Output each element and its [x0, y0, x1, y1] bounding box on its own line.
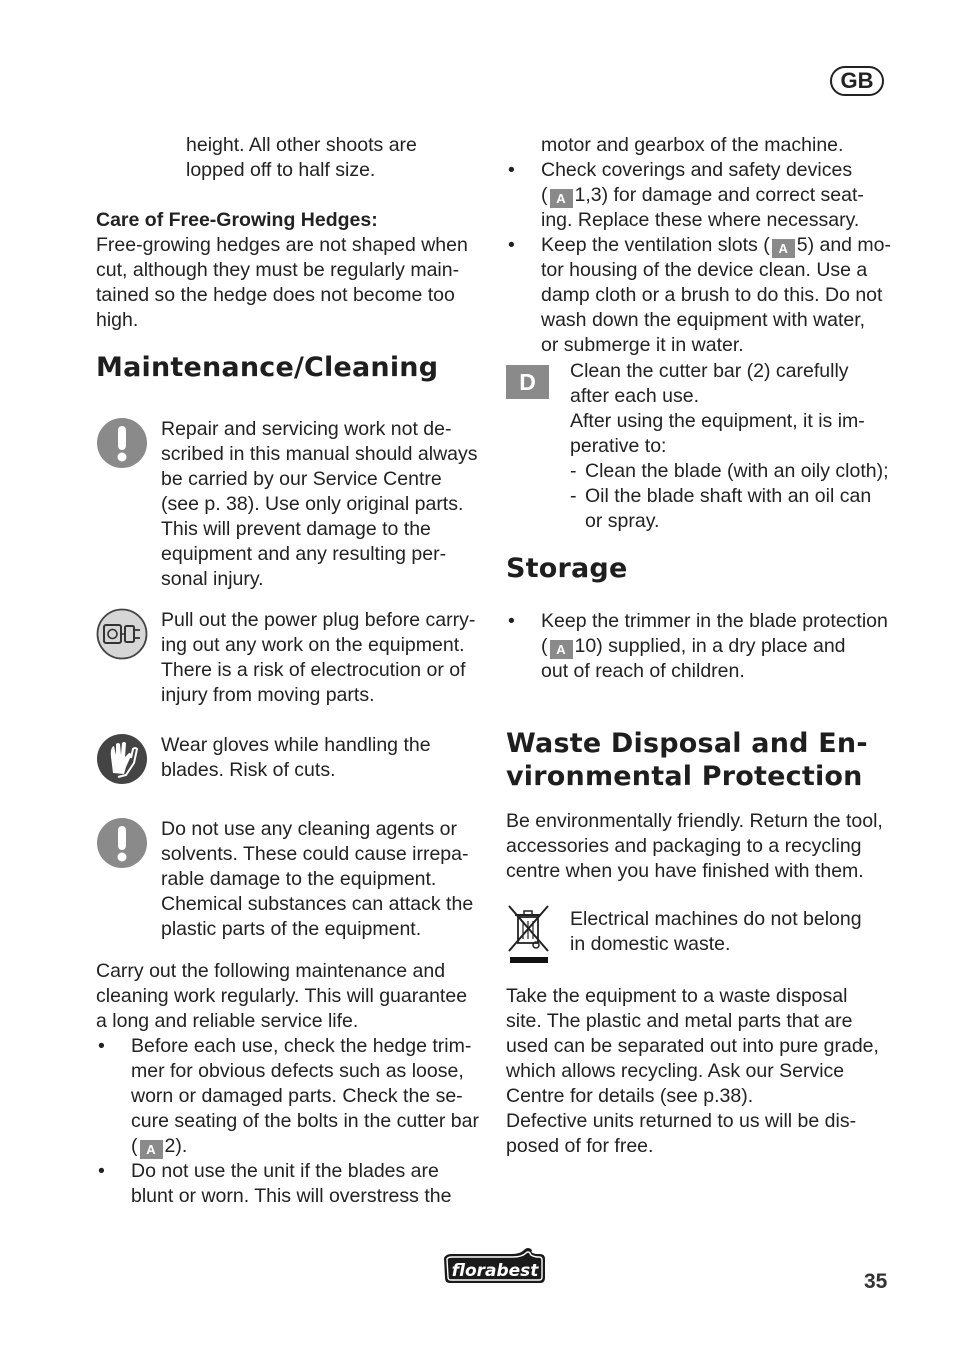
- figure-d-reference: D: [506, 365, 549, 399]
- maintenance-continued: [506, 133, 892, 358]
- list-item: • Do not use the unit if the blades are blunt or worn. This will overstress the: [98, 1160, 452, 1207]
- weee-notice: [506, 901, 892, 967]
- cutter-bar-text: Clean the cutter bar (2) carefully after each use. After using the equipment, it is im- perative to: - Clean the blade (with an oily cloth); - Oil the blade shaft with an oil can or spray.: [570, 360, 889, 532]
- disposal-instructions: Take the equipment to a waste disposal site. The plastic and metal parts that are used can be separated out into pure grade, which allows recycling. Ask our Service Centre for details (see p.38). Defective units returned to us will be dis- posed of for free.: [506, 985, 879, 1157]
- page-number: 35: [864, 1270, 888, 1293]
- list-item: • Keep the ventilation slots ( A 5) and mo- tor housing of the device clean. Use a damp cloth or a brush to do this. Do not wash down the equipment with water, or submerge it in water.: [508, 234, 892, 356]
- figure-a-reference: A: [772, 239, 795, 258]
- power-plug-text: Pull out the power plug before carry- ing out any work on the equipment. There is a risk of electrocution or of injury from moving parts.: [161, 609, 476, 706]
- regular-maintenance-intro: Carry out the following maintenance and cleaning work regularly. This will guarantee a long and reliable service life.: [96, 960, 468, 1032]
- regular-maintenance: [96, 959, 482, 1209]
- continued-text: motor and gearbox of the machine.: [541, 134, 844, 156]
- gloves-icon: [96, 733, 148, 785]
- language-badge: GB: [830, 66, 884, 96]
- free-growing-text: Free-growing hedges are not shaped when cut, although they must be regularly main- tained so the hedge does not become too high.: [96, 234, 468, 331]
- maintenance-bullet-list-continued: [506, 158, 892, 358]
- list-item: - Oil the blade shaft with an oil can or spray.: [570, 485, 872, 532]
- weee-notice-text: Electrical machines do not belong in domestic waste.: [570, 908, 862, 955]
- figure-a-reference: A: [550, 189, 573, 208]
- storage-bullet-list: [506, 609, 892, 684]
- storage-heading: Storage: [506, 553, 628, 584]
- figure-a-reference: A: [140, 1140, 163, 1159]
- brand-wordmark: florabest: [451, 1261, 539, 1281]
- waste-disposal-heading: Waste Disposal and En- vironmental Protection: [506, 728, 868, 792]
- crossed-bin-icon: [506, 903, 552, 965]
- list-item: • Keep the trimmer in the blade protection ( A 10) supplied, in a dry place and out of reach of children.: [508, 610, 888, 682]
- free-growing-hedges: [96, 208, 468, 333]
- maintenance-bullet-list: [96, 1034, 482, 1209]
- figure-a-reference: A: [550, 640, 573, 659]
- exclamation-warning-icon: [96, 817, 148, 869]
- unplug-power-icon: [96, 608, 148, 660]
- cutter-bar-section: [506, 360, 892, 532]
- gloves-text: Wear gloves while handling the blades. Risk of cuts.: [161, 734, 431, 781]
- exclamation-warning-icon: [96, 417, 148, 469]
- free-growing-heading: Care of Free-Growing Hedges:: [96, 209, 378, 231]
- cleaning-steps-list: [570, 459, 889, 534]
- list-item: - Clean the blade (with an oily cloth);: [570, 460, 889, 482]
- list-item: • Before each use, check the hedge trim- mer for obvious defects such as loose, worn or damaged parts. Check the se- cure seating of the bolts in the cutter bar ( A 2).: [98, 1035, 479, 1157]
- continued-text: height. All other shoots are lopped off to half size.: [186, 134, 417, 181]
- cleaning-agents-text: Do not use any cleaning agents or solvents. These could cause irrepa- rable damage to the equipment. Chemical substances can attack the plastic parts of the equipment.: [161, 818, 474, 940]
- florabest-logo: [442, 1244, 548, 1286]
- service-warning-text: Repair and servicing work not de- scribed in this manual should always be carried by our Service Centre (see p. 38). Use only original parts. This will prevent damage to the equipment and any resulting per- sonal injury.: [161, 418, 478, 590]
- maintenance-heading: Maintenance/Cleaning: [96, 352, 439, 383]
- list-item: • Check coverings and safety devices ( A 1,3) for damage and correct seat- ing. Replace these where necessary.: [508, 159, 864, 231]
- waste-intro: Be environmentally friendly. Return the tool, accessories and packaging to a recycling centre when you have finished with them.: [506, 810, 883, 882]
